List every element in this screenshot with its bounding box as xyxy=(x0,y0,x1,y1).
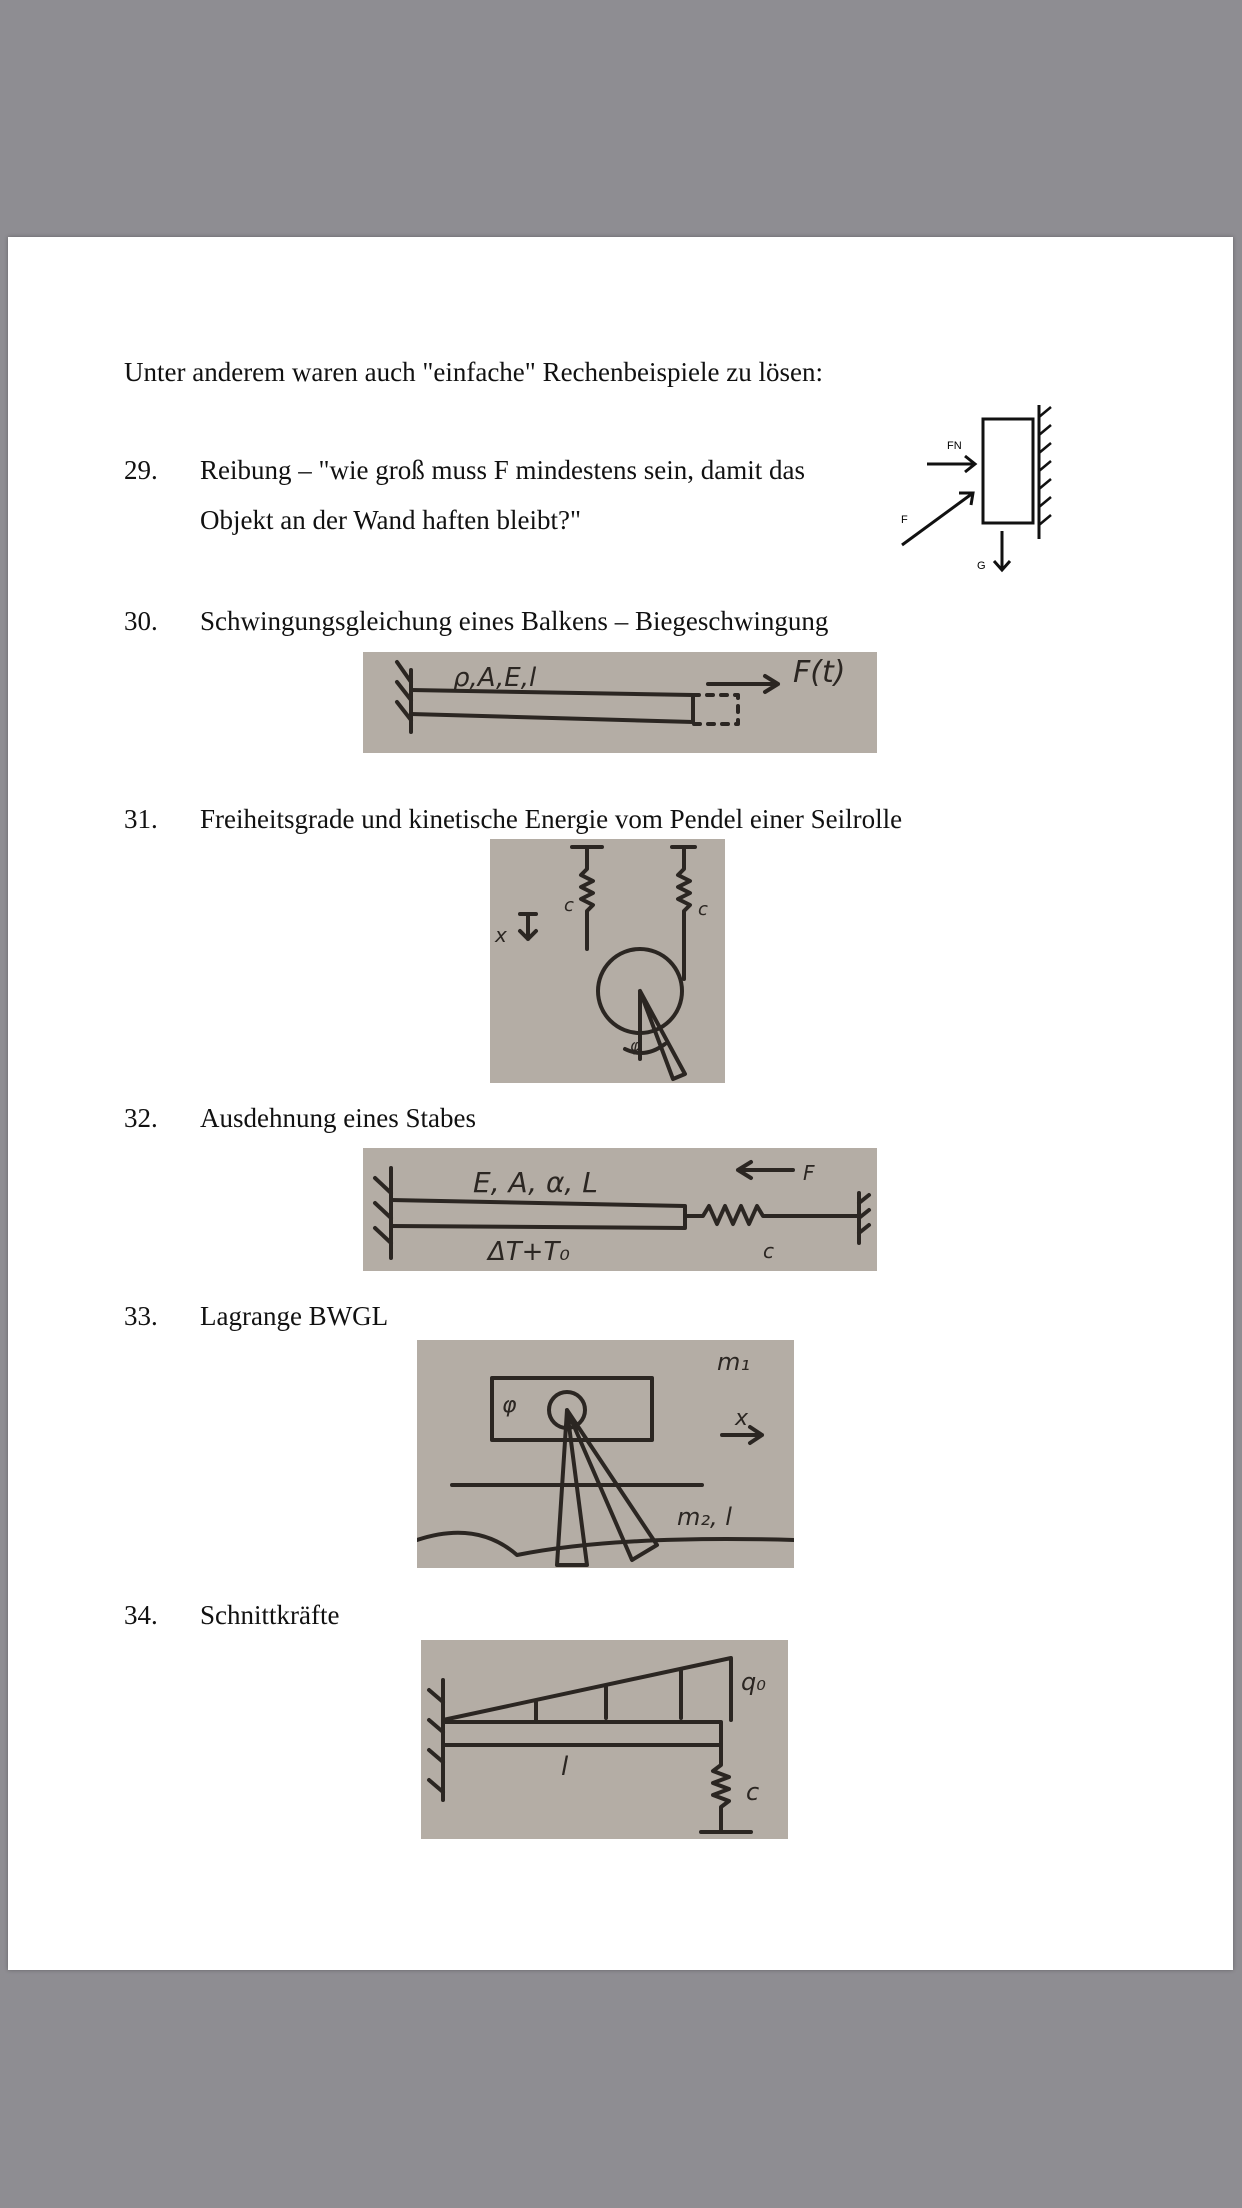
force-label: F xyxy=(803,1161,815,1185)
item-text: Ausdehnung eines Stabes xyxy=(200,1103,476,1133)
pulley-pendulum-sketch-photo xyxy=(490,839,725,1083)
label-fn: FN xyxy=(947,440,962,452)
spring-label: c xyxy=(746,1778,760,1806)
spring-left-label: c xyxy=(564,895,574,916)
mass2-label: m₂, l xyxy=(677,1503,732,1531)
lagrange-sketch-photo xyxy=(417,1340,794,1568)
item-text: Reibung – "wie groß muss F mindestens sein, damit das xyxy=(200,455,805,485)
beam-sketch-photo xyxy=(363,652,877,753)
item-text: Freiheitsgrade und kinetische Energie vom Pendel einer Seilrolle xyxy=(200,804,903,834)
spring-right-label: c xyxy=(698,899,708,920)
temperature-label: ΔT+T₀ xyxy=(488,1237,570,1267)
item-text: Lagrange BWGL xyxy=(200,1301,389,1331)
friction-diagram xyxy=(887,405,1067,585)
item-number: 32. xyxy=(124,1103,158,1133)
item-number: 29. xyxy=(124,455,158,485)
label-g: G xyxy=(977,560,986,572)
beam-params: ρ,A,E,l xyxy=(453,663,537,693)
item-number: 31. xyxy=(124,804,158,834)
angle-label: φ xyxy=(502,1393,517,1418)
item-number: 33. xyxy=(124,1301,158,1331)
item-number: 30. xyxy=(124,606,158,636)
load-label: q₀ xyxy=(741,1668,766,1696)
length-label: l xyxy=(561,1752,569,1782)
intro-text: Unter anderem waren auch "einfache" Rechenbeispiele zu lösen: xyxy=(124,357,823,387)
item-text: Schwingungsgleichung eines Balkens – Biegeschwingung xyxy=(200,606,829,636)
force-label: F(t) xyxy=(793,655,846,690)
rod-sketch-photo xyxy=(363,1148,877,1271)
item-text: Schnittkräfte xyxy=(200,1600,340,1630)
label-f: F xyxy=(901,514,908,526)
coord-label: x xyxy=(495,923,507,947)
section-forces-sketch-photo xyxy=(421,1640,788,1839)
coord-label: x xyxy=(735,1406,749,1431)
angle-label: φ xyxy=(630,1036,641,1055)
rod-params: E, A, α, L xyxy=(473,1166,598,1199)
mass1-label: m₁ xyxy=(717,1348,750,1376)
document-page xyxy=(8,237,1233,1970)
item-text: Objekt an der Wand haften bleibt?" xyxy=(200,505,581,535)
item-number: 34. xyxy=(124,1600,158,1630)
spring-label: c xyxy=(763,1239,774,1263)
